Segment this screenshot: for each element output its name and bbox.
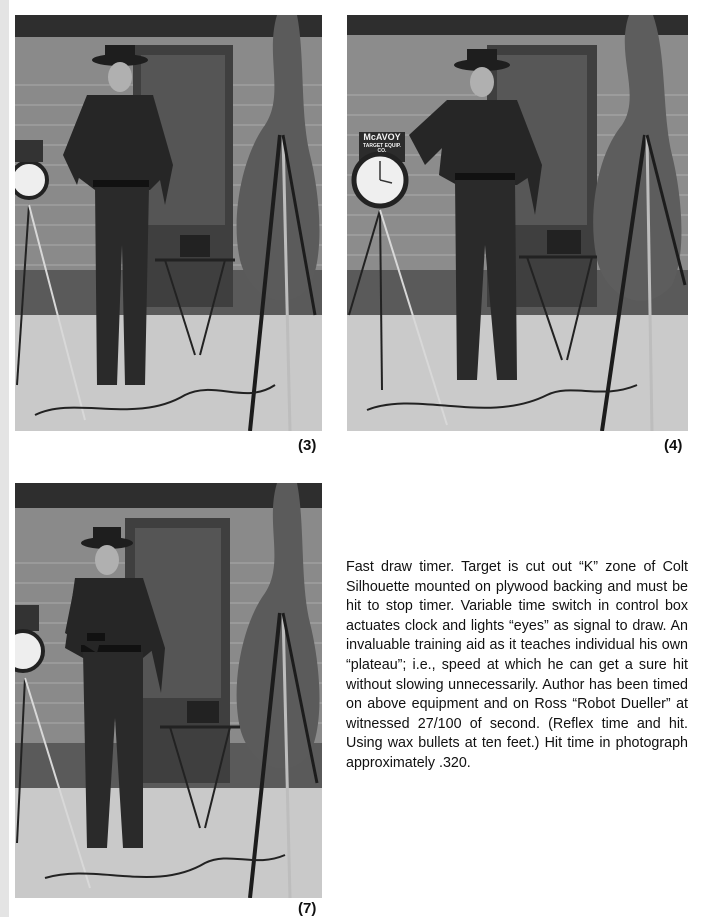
- page-edge: [0, 0, 9, 917]
- sign-line-1: McAVOY: [363, 132, 401, 142]
- photo-3: [15, 15, 322, 431]
- clock-sign: [359, 133, 405, 154]
- photo-number-7: (7): [298, 900, 317, 917]
- caption-text: Fast draw timer. Target is cut out “K” zone of Colt Silhouette mounted on plywood backing and must be hit to stop timer. Variable time switch in control box actuates clock and lights “eyes” as signal to draw. An invaluable training aid as it teaches individual his own “plateau”; i.e., speed at which he can get a sure hit without slowing unnecessarily. Author has been timed on above equipment and on Ross “Robot Dueller” at witnessed 27/100 of second. (Reflex time and hit. Using wax bullets at ten feet.) Hit time in photograph approximately .320.: [346, 559, 688, 771]
- photo-number-3: (3): [298, 437, 317, 454]
- sign-line-2: TARGET EQUIP. CO.: [363, 143, 401, 154]
- photo-number-4: (4): [664, 437, 683, 454]
- photo-7: [15, 483, 322, 898]
- photo-4: [347, 15, 688, 431]
